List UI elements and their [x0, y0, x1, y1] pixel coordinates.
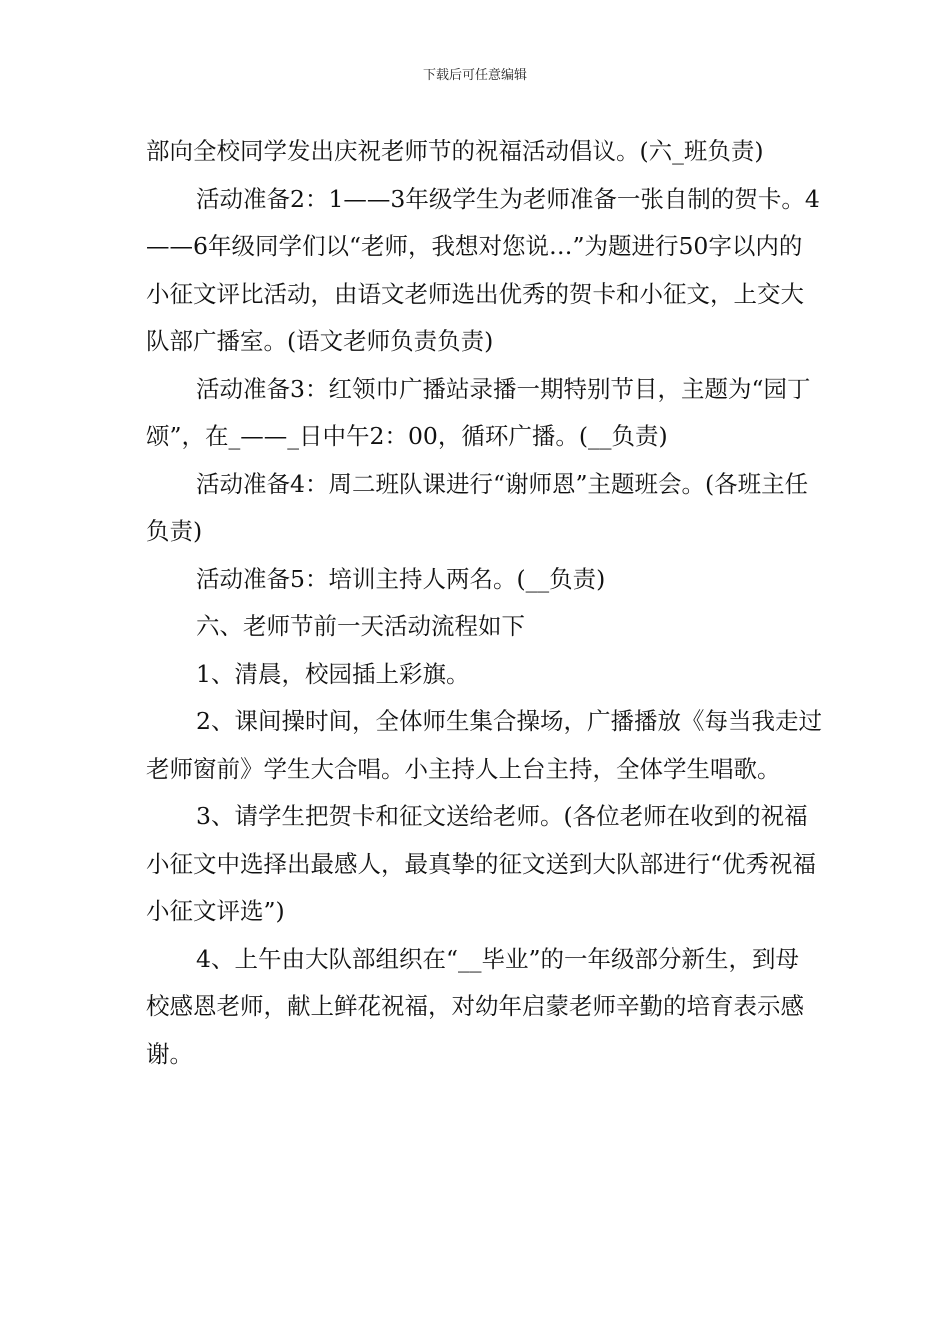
- paragraph-10: 4、上午由大队部组织在“__毕业”的一年级部分新生，到母校感恩老师，献上鲜花祝福，对幼年启蒙老师辛勤的培育表示感谢。: [146, 944, 804, 1068]
- paragraph-3: 活动准备3：红领巾广播站录播一期特别节目，主题为“园丁颂”，在_——_日中午2：00，循环广播。(__负责): [146, 374, 811, 450]
- paragraph-8: 2、课间操时间，全体师生集合操场，广播播放《每当我走过老师窗前》学生大合唱。小主持人上台主持，全体学生唱歌。: [146, 707, 822, 783]
- document-body: [146, 128, 822, 1078]
- paragraph-7: 1、清晨，校园插上彩旗。: [196, 659, 470, 688]
- page-header-note: 下载后可任意编辑: [422, 68, 527, 83]
- paragraph-4: 活动准备4：周二班队课进行“谢师恩”主题班会。(各班主任负责): [146, 469, 809, 545]
- paragraph-1: 部向全校同学发出庆祝老师节的祝福活动倡议。(六_班负责): [146, 137, 764, 165]
- paragraph-2: 活动准备2：1——3年级学生为老师准备一张自制的贺卡。4——6年级同学们以“老师，我想对您说…”为题进行50字以内的小征文评比活动，由语文老师选出优秀的贺卡和小征文，上交大队部广播室。(语文老师负责负责): [146, 184, 820, 355]
- paragraph-6: 六、老师节前一天活动流程如下: [196, 612, 525, 640]
- paragraph-5: 活动准备5：培训主持人两名。(__负责): [196, 564, 606, 593]
- paragraph-9: 3、请学生把贺卡和征文送给老师。(各位老师在收到的祝福小征文中选择出最感人，最真挚的征文送到大队部进行“优秀祝福小征文评选”): [146, 802, 817, 925]
